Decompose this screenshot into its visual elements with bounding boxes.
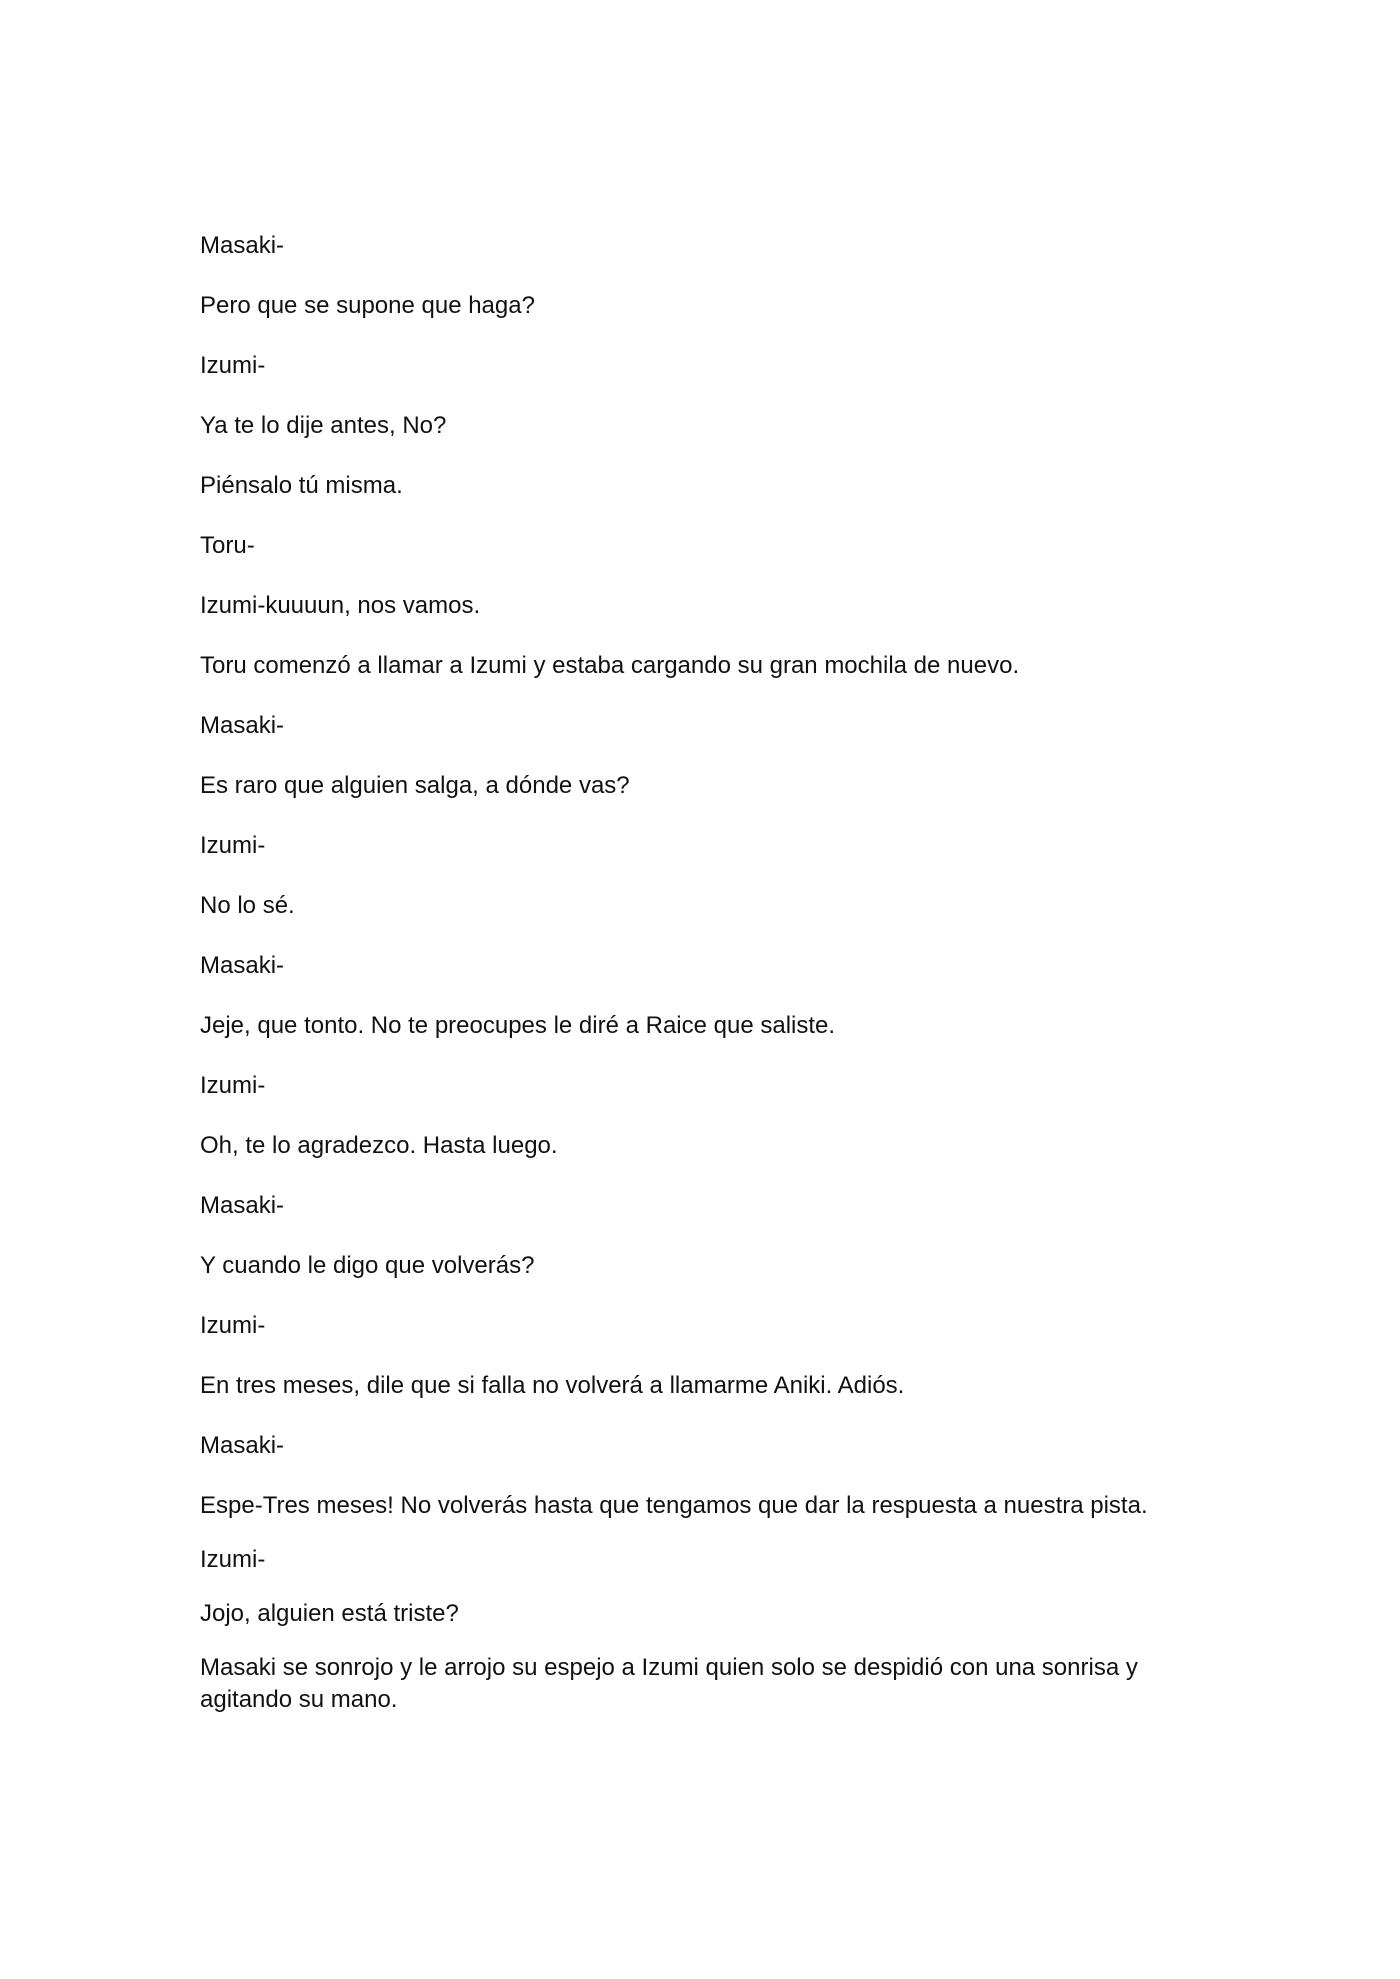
- dialogue-line: Izumi-kuuuun, nos vamos.: [200, 592, 481, 619]
- narration-line: Toru comenzó a llamar a Izumi y estaba cargando su gran mochila de nuevo.: [200, 652, 1020, 679]
- speaker-label: Izumi-: [200, 1312, 266, 1339]
- dialogue-line: Jojo, alguien está triste?: [200, 1600, 459, 1627]
- dialogue-line: Piénsalo tú misma.: [200, 472, 403, 499]
- dialogue-line: Oh, te lo agradezco. Hasta luego.: [200, 1132, 558, 1159]
- speaker-label: Toru-: [200, 532, 255, 559]
- speaker-label: Izumi-: [200, 1546, 266, 1573]
- speaker-label: Izumi-: [200, 352, 266, 379]
- dialogue-line: Ya te lo dije antes, No?: [200, 412, 447, 439]
- speaker-label: Masaki-: [200, 952, 285, 979]
- dialogue-line: Pero que se supone que haga?: [200, 292, 535, 319]
- speaker-label: Masaki-: [200, 1432, 285, 1459]
- speaker-label: Izumi-: [200, 832, 266, 859]
- narration-line: Masaki se sonrojo y le arrojo su espejo a Izumi quien solo se despidió con una sonrisa y agitando su mano.: [200, 1654, 1138, 1713]
- dialogue-line: No lo sé.: [200, 892, 295, 919]
- dialogue-line: Jeje, que tonto. No te preocupes le diré a Raice que saliste.: [200, 1012, 836, 1039]
- dialogue-line: En tres meses, dile que si falla no volverá a llamarme Aniki. Adiós.: [200, 1372, 905, 1399]
- speaker-label: Masaki-: [200, 1192, 285, 1219]
- speaker-label: Masaki-: [200, 232, 285, 259]
- dialogue-line: Espe-Tres meses! No volverás hasta que tengamos que dar la respuesta a nuestra pista.: [200, 1492, 1148, 1519]
- speaker-label: Masaki-: [200, 712, 285, 739]
- document-body: [200, 230, 1200, 1744]
- speaker-label: Izumi-: [200, 1072, 266, 1099]
- dialogue-line: Es raro que alguien salga, a dónde vas?: [200, 772, 630, 799]
- dialogue-line: Y cuando le digo que volverás?: [200, 1252, 535, 1279]
